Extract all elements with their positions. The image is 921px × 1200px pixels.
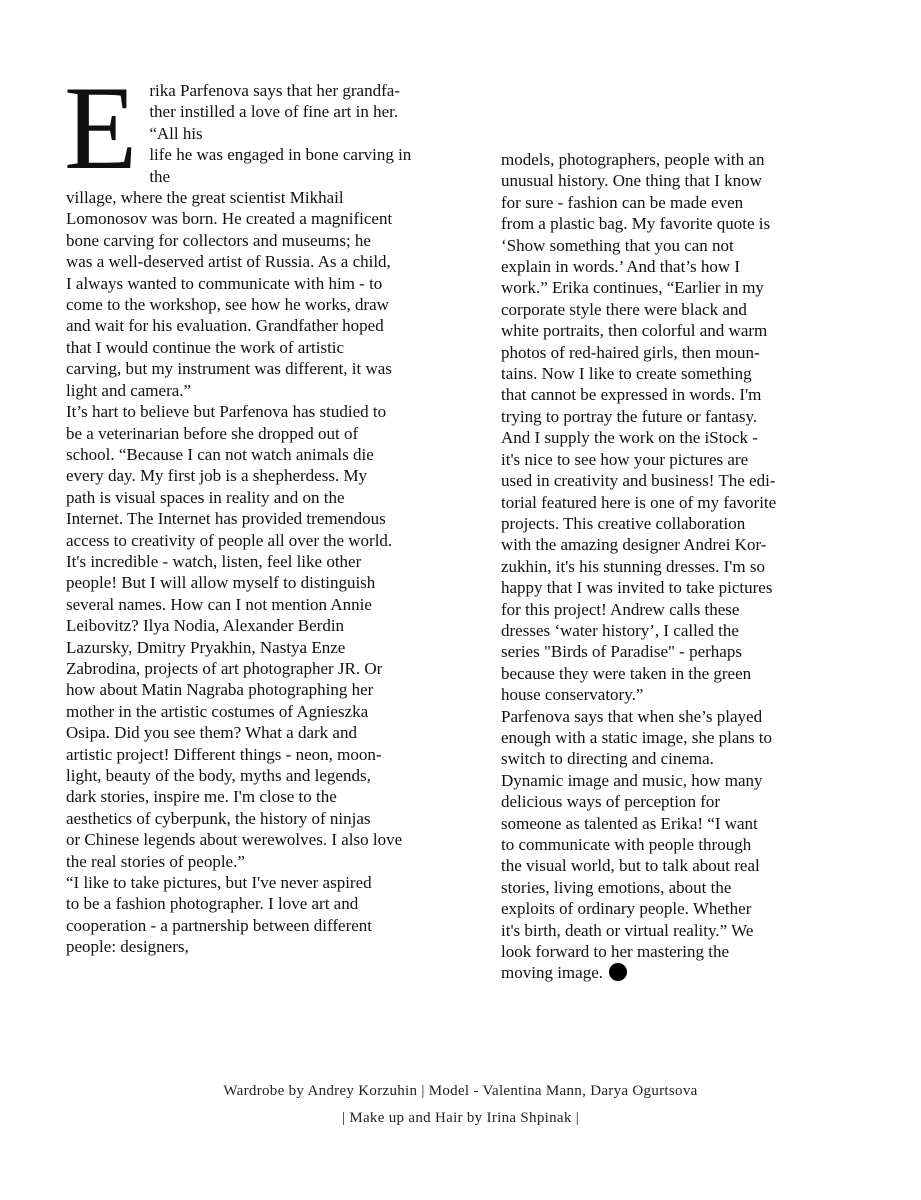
drop-cap: E [64, 61, 138, 194]
article-paragraph: “I like to take pictures, but I've never aspired to be a fashion photographer. I love art and cooperation - a partnership between different people: designers, [66, 873, 373, 957]
credits-line-1: Wardrobe by Andrey Korzuhin | Model - Valentina Mann, Darya Ogurtsova [223, 1083, 698, 1099]
article-right-column [501, 149, 863, 984]
article-paragraph-final [501, 706, 863, 984]
article-left-column [64, 61, 428, 958]
photo-credits [0, 1078, 921, 1132]
article-final-text: Parfenova says that when she’s played enough with a static image, she plans to switch to directing and cinema. Dynamic image and music, how many delicious ways of perception for someone as talented as Erika! “I want to communicate with people through the visual world, but to talk about real stories, living emotions, about the exploits of ordinary people. Whether it's birth, death or virtual reality.” We look forward to her mastering the moving image. [501, 706, 772, 983]
article-paragraph: rika Parfenova says that her grandfa- ther instilled a love of fine art in her. “All his life he was engaged in bone carving in the village, where the great scientist Mikhail Lomonosov was born. He created a magnificent bone carving for collectors and museums; he was a well-deserved artist of Russia. As a child, I always wanted to communicate with him - to come to the workshop, see how he works, draw and wait for his evaluation. Grandfather hoped that I would continue the work of artistic carving, but my instrument was different, it was light and camera.” [66, 81, 412, 400]
article-paragraph: models, photographers, people with an unusual history. One thing that I know for sure - fashion can be made even from a plastic bag. My favorite quote is ‘Show something that you can not explain in words.’ And that’s how I work.” Erika continues, “Earlier in my corporate style there were black and white portraits, then colorful and warm photos of red-haired girls, then moun- tains. Now I like to create something that cannot be expressed in words. I'm trying to portray the future or fantasy. And I supply the work on the iStock - it's nice to see how your pictures are used in creativity and business! The edi- torial featured here is one of my favorite projects. This creative collaboration with the amazing designer Andrei Kor- zukhin, it's his stunning dresses. I'm so happy that I was invited to take pictures for this project! Andrew calls these dresses ‘water history’, I called the series "Birds of Paradise" - perhaps because they were taken in the green house conservatory.” [501, 150, 777, 705]
end-of-article-dot-icon [609, 963, 627, 981]
article-paragraph: It’s hart to believe but Parfenova has studied to be a veterinarian before she dropped out of school. “Because I can not watch animals die every day. My first job is a shepherdess. My path is visual spaces in reality and on the Internet. The Internet has provided tremendous access to creativity of people all over the world. It's incredible - watch, listen, feel like other people! But I will allow myself to distinguish several names. How can I not mention Annie Leibovitz? Ilya Nodia, Alexander Berdin Lazursky, Dmitry Pryakhin, Nastya Enze Zabrodina, projects of art photographer JR. Or how about Matin Nagraba photographing her mother in the artistic costumes of Agnieszka Osipa. Did you see them? What a dark and artistic project! Different things - neon, moon- light, beauty of the body, myths and legends, dark stories, inspire me. I'm close to the aesthetics of cyberpunk, the history of ninjas or Chinese legends about werewolves. I also love the real stories of people.” [66, 402, 403, 871]
credits-line-2: | Make up and Hair by Irina Shpinak | [341, 1110, 580, 1126]
